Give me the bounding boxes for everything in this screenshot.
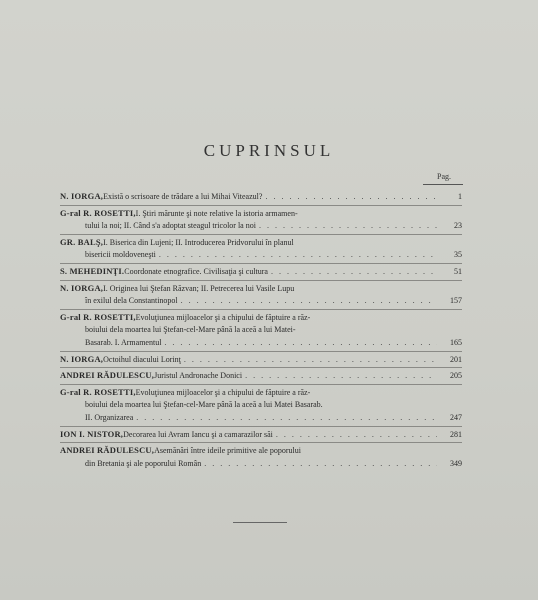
toc-line (60, 412, 462, 425)
toc-entry (60, 207, 462, 233)
toc-line (60, 282, 462, 296)
toc-title-text: Octoihul diacului Lorinţ (103, 354, 181, 364)
toc-author: S. MEHEDINŢI. (60, 265, 125, 276)
toc-line (60, 458, 462, 471)
toc-leader-dots (159, 249, 437, 262)
toc-entry (60, 444, 462, 470)
entry-separator (60, 384, 462, 385)
toc-page-number: 51 (454, 266, 462, 276)
toc-leader-dots (184, 354, 437, 367)
entry-separator (60, 205, 462, 206)
toc-line (60, 265, 462, 279)
toc-title-text: tului la noi; II. Când s'a adoptat steagul tricolor la noi (85, 221, 256, 231)
toc-line (60, 399, 462, 412)
toc-author: G-ral R. ROSETTI, (60, 207, 136, 218)
toc-line (60, 190, 462, 204)
closing-rule (233, 522, 287, 523)
toc-title-text: Evoluţiunea mijloacelor şi a chipului de făptuire a răz- (135, 387, 311, 397)
entry-separator (60, 351, 462, 352)
toc-leader-dots (276, 429, 437, 442)
entry-separator (60, 309, 462, 310)
toc-line (60, 249, 462, 262)
toc-entry (60, 353, 462, 367)
entry-separator (60, 426, 462, 427)
toc-leader-dots (271, 266, 437, 279)
toc-leader-dots (259, 220, 437, 233)
toc-line (60, 295, 462, 308)
toc-entry (60, 369, 462, 383)
toc-line (60, 353, 462, 367)
toc-title-text: boiului dela moartea lui Ştefan-cel-Mare până la aceă a lui Matei Basarab. (85, 400, 323, 410)
toc-line (60, 324, 462, 337)
toc-author: N. IORGA, (60, 353, 104, 364)
toc-author: ANDREI RĂDULESCU, (60, 445, 155, 456)
toc-entry (60, 265, 462, 279)
entry-separator (60, 367, 462, 368)
toc-page-number: 281 (450, 429, 462, 439)
toc-page-number: 165 (450, 337, 462, 347)
toc-entry (60, 428, 462, 442)
toc-author: N. IORGA, (60, 191, 104, 201)
toc-line (60, 311, 462, 325)
toc-title-text: boiului dela moartea lui Ştefan-cel-Mare până la aceă a lui Matei- (85, 325, 296, 335)
entry-separator (60, 442, 462, 443)
toc-title-text: Asemănări între ideile primitive ale poporului (154, 446, 301, 456)
toc-title-text: bisericii moldoveneşti (85, 250, 156, 260)
toc-leader-dots (265, 191, 437, 204)
page-column-label: Pag. (437, 172, 451, 181)
toc-page-number: 201 (450, 354, 462, 364)
toc-entry (60, 386, 462, 425)
toc-line (60, 337, 462, 350)
toc-line (60, 386, 462, 400)
toc-author: G-ral R. ROSETTI, (60, 311, 136, 322)
toc-page-number: 1 (458, 192, 462, 201)
page-title: CUPRINSUL (203, 141, 335, 160)
toc-line (60, 369, 462, 383)
toc-leader-dots (136, 412, 437, 425)
entry-separator (60, 263, 462, 264)
entry-separator (60, 234, 462, 235)
toc-title-text: Există o scrisoare de trădare a lui Mihai Viteazul? (103, 192, 263, 201)
toc-entry (60, 236, 462, 262)
toc-title-text: I. Ştiri mărunte şi note relative la istoria armamen- (135, 208, 298, 218)
toc-line (60, 220, 462, 233)
toc-leader-dots (181, 295, 437, 308)
toc-entry (60, 311, 462, 350)
toc-title-text: din Bretania şi ale poporului Român (85, 458, 202, 468)
toc-page-number: 205 (450, 371, 462, 381)
toc-page-number: 247 (450, 412, 462, 422)
toc-page-number: 349 (450, 458, 462, 468)
entry-separator (60, 280, 462, 281)
toc-title-text: I. Biserica din Lujeni; II. Introducerea Pridvorului în planul (103, 237, 294, 247)
toc-author: GR. BALŞ, (60, 236, 104, 247)
toc-line (60, 428, 462, 442)
toc-line (60, 207, 462, 221)
toc-leader-dots (204, 458, 437, 471)
toc-line (60, 236, 462, 250)
toc-title-text: Evoluţiunea mijloacelor şi a chipului de făptuire a răz- (135, 312, 311, 322)
page-column-underline (423, 184, 463, 185)
toc-title-text: Juristul Andronache Donici (154, 371, 243, 381)
toc-entry (60, 190, 462, 204)
toc-entry (60, 282, 462, 308)
toc-page-number: 157 (450, 296, 462, 306)
toc-author: ANDREI RĂDULESCU, (60, 370, 155, 381)
toc-page-number: 23 (454, 221, 462, 231)
toc-leader-dots (164, 337, 437, 350)
toc-author: G-ral R. ROSETTI, (60, 386, 136, 397)
toc-title-text: Decorarea lui Avram Iancu şi a camarazilor săi (123, 429, 273, 439)
toc-author: N. IORGA, (60, 282, 104, 293)
toc-title-text: în exilul dela Constantinopol (85, 296, 178, 306)
toc-page-number: 35 (454, 250, 462, 260)
toc-author: ION I. NISTOR, (60, 428, 124, 439)
toc-title-text: Basarab. I. Armamentul (85, 337, 162, 347)
toc-line (60, 444, 462, 458)
table-of-contents (60, 190, 462, 470)
toc-leader-dots (245, 370, 437, 383)
toc-title-text: I. Originea lui Ştefan Răzvan; II. Petrecerea lui Vasile Lupu (103, 283, 295, 293)
toc-title-text: Coordonate etnografice. Civilisaţia şi cultura (124, 266, 268, 276)
toc-title-text: II. Organizarea (85, 412, 134, 422)
